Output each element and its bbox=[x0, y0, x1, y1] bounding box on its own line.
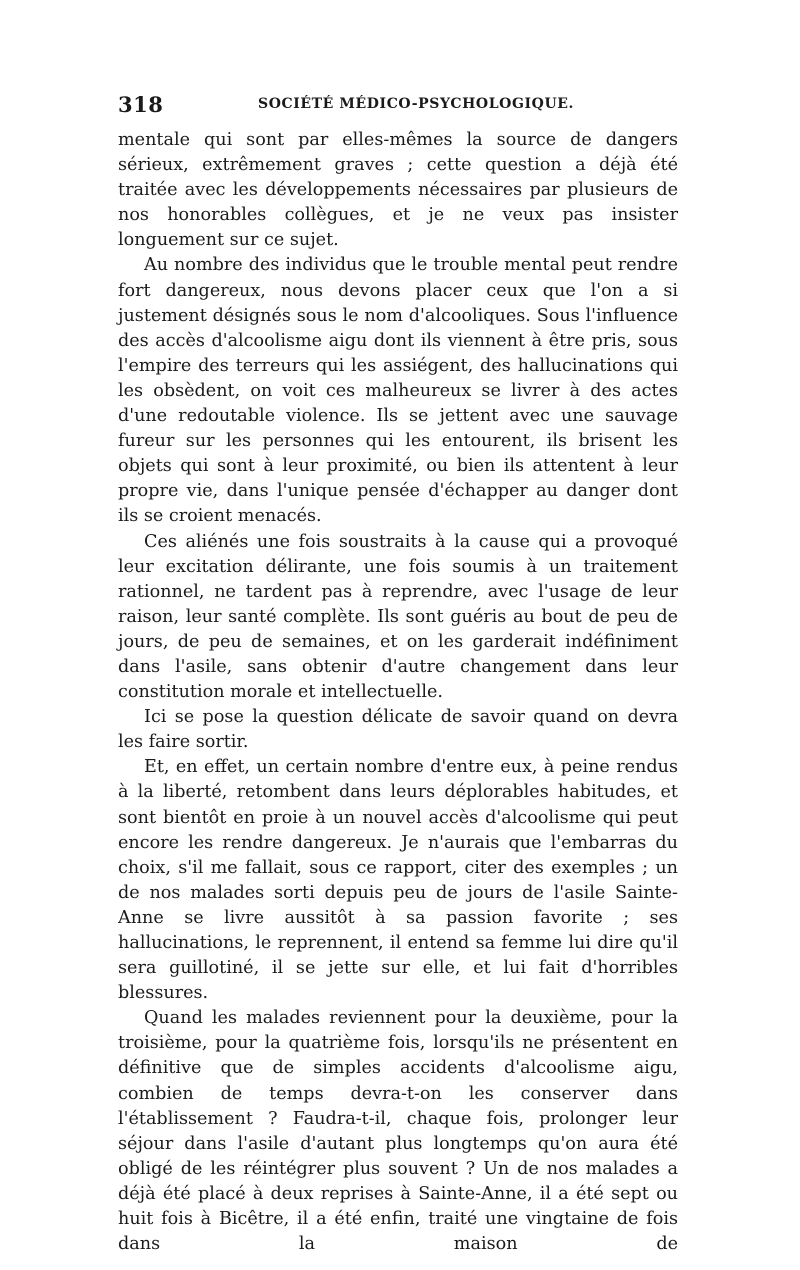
page-number: 318 bbox=[118, 92, 164, 117]
paragraph-alcooliques: Au nombre des individus que le trouble mental peut rendre fort dangereux, nous devons placer ceux que l'on a si justement désignés sous le nom d'alcooliques. Sous l'influence des accès d'alcoolisme aigu dont ils viennent à être pris, sous l'empire des terreurs qui les assiégent, des hallucinations qui les obsèdent, on voit ces malheureux se livrer à des actes d'une redoutable violence. Ils se jettent avec une sauvage fureur sur les personnes qui les entourent, ils brisent les objets qui sont à leur proximité, ou bien ils attentent à leur propre vie, dans l'unique pensée d'échapper au danger dont ils se croient menacés. bbox=[118, 255, 678, 527]
body-text bbox=[118, 128, 678, 1257]
running-title: SOCIÉTÉ MÉDICO-PSYCHOLOGIQUE. bbox=[258, 96, 574, 112]
paragraph-alienes-gueris: Ces aliénés une fois soustraits à la cause qui a provoqué leur excitation délirante, une fois soumis à un traitement rationnel, ne tardent pas à reprendre, avec l'usage de leur raison, leur santé complète. Ils sont guéris au bout de peu de jours, de peu de semaines, et on les garderait indéfiniment dans l'asile, sans obtenir d'autre changement dans leur constitution morale et intellectuelle. bbox=[118, 531, 678, 703]
paragraph-retours-repetes: Quand les malades reviennent pour la deuxième, pour la troisième, pour la quatrième fois, lorsqu'ils ne présentent en définitive que de simples accidents d'alcoolisme aigu, combien de temps devra-t-on les conserver dans l'établissement ? Faudra-t-il, chaque fois, prolonger leur séjour dans l'asile d'autant plus longtemps qu'on aura été obligé de les réintégrer plus souvent ? Un de nos malades a déjà été placé à deux reprises à Sainte-Anne, il a été sept ou huit fois à Bicêtre, il a été enfin, traité une vingtaine de fois dans la maison de bbox=[118, 1008, 678, 1255]
page-header bbox=[118, 92, 680, 120]
paragraph-question-sortie: Ici se pose la question délicate de savoir quand on devra les faire sortir. bbox=[118, 707, 678, 753]
paragraph-rechute: Et, en effet, un certain nombre d'entre eux, à peine rendus à la liberté, retombent dans leurs déplorables habitudes, et sont bientôt en proie à un nouvel accès d'alcoolisme qui peut encore les rendre dangereux. Je n'aurais que l'embarras du choix, s'il me fallait, sous ce rapport, citer des exemples ; un de nos malades sorti depuis peu de jours de l'asile Sainte-Anne se livre aussitôt à sa passion favorite ; ses hallucinations, le reprennent, il entend sa femme lui dire qu'il sera guillotiné, il se jette sur elle, et lui fait d'horribles blessures. bbox=[118, 757, 678, 1004]
paragraph-continued: mentale qui sont par elles-mêmes la source de dangers sérieux, extrêmement graves ; cette question a déjà été traitée avec les développements nécessaires par plusieurs de nos honorables collègues, et je ne veux pas insister longuement sur ce sujet. bbox=[118, 130, 678, 251]
